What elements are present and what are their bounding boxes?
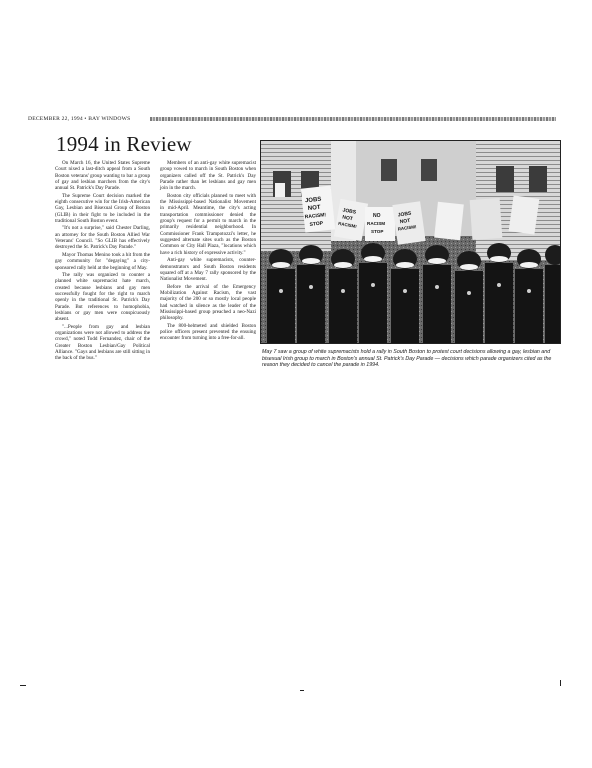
svg-text:RACISM!: RACISM! [337, 220, 358, 230]
photo-caption: May 7 saw a group of white supremacists hold a rally in South Boston to protest court decisions allowing a gay, lesbian and bisexual Irish group to march in Boston's annual St. Patrick's Day Parade — decisions which parade organizers cited as the reason they decided to cancel the parade in 1994. [262, 349, 552, 369]
paragraph: "It's not a surprise," said Chester Darling, an attorney for the South Boston Allied War Veterans' Council. "So GLIB has effectively destroyed the St. Patrick's Day Parade." [55, 225, 150, 251]
paragraph: The 800-helmeted and shielded Boston police officers present prevented the ensuing encounter from turning into a free-for-all. [160, 322, 256, 342]
protest-sign [365, 207, 395, 241]
article-column-1 [55, 160, 150, 363]
svg-text:JOBS: JOBS [397, 210, 412, 219]
svg-text:NOT: NOT [341, 214, 354, 223]
svg-text:RACISM!: RACISM! [397, 224, 417, 232]
svg-text:RACISM: RACISM [367, 221, 386, 226]
paragraph: The rally was organized to counter a planned white supremacist hate march, created because lesbians and gay men successfully fought for the right to march openly in the traditional St. Patrick's Day Parade. But references to homophobia, lesbians or gay men were conspicuously absent. [55, 271, 150, 323]
paragraph: Boston city officials planned to meet with the Mississippi-based Nationalist Movement in mid-April. Meantime, the city's acting transportation commissioner denied the group's request for a permit to march in the primarily residential neighborhood. In Commissioner Frank Trampotozzi's letter, he suggested alternate sites such as the Boston Common or City Hall Plaza, "locations which have a rich history of expressive activity." [160, 192, 256, 256]
svg-text:STOP: STOP [371, 229, 384, 234]
paragraph: On March 16, the United States Supreme Court nixed a last-ditch appeal from a South Boston veterans' group wanting to bar a group of gay and lesbian marchers from the city's annual St. Patrick's Day Parade. [55, 160, 150, 192]
svg-text:JOBS: JOBS [342, 207, 357, 216]
scan-mark [20, 685, 26, 686]
paragraph: Mayor Thomas Menino took a hit from the gay community for "degaying" a city-sponsored rally held at the beginning of May. [55, 251, 150, 271]
paragraph: The Supreme Court decision marked the eighth consecutive win for the Irish-American Gay, Lesbian and Bisexual Group of Boston (GLIB) in their fight to be included in the traditional South Boston event. [55, 192, 150, 225]
paragraph: "...People from gay and lesbian organizations were not allowed to address the crowd," noted Todd Fernandez, chair of the Greater Boston Lesbian/Gay Political Alliance. "Gays and lesbians are still sitting in the back of the bus." [55, 323, 150, 362]
rally-photo [260, 140, 561, 344]
page-header: DECEMBER 22, 1994 • BAY WINDOWS [28, 116, 131, 122]
article-title: 1994 in Review [56, 132, 192, 156]
scan-mark [300, 690, 304, 691]
protest-sign [392, 201, 425, 245]
rally-photo-image [261, 141, 561, 344]
svg-text:STOP: STOP [309, 220, 324, 228]
svg-text:JOBS: JOBS [304, 196, 322, 205]
paragraph: Members of an anti-gay white supremacist group vowed to march in South Boston when organizers called off the St. Patrick's Day Parade rather than let lesbians and gay men join in the march. [160, 160, 256, 192]
header-rule [150, 117, 556, 121]
paragraph: Before the arrival of the Emergency Mobilization Against Racism, the vast majority of the 200 or so mostly local people had watched in silence as the leader of the Mississippi-based group preached a neo-Nazi philosophy. [160, 283, 256, 322]
svg-text:NOT: NOT [307, 204, 321, 213]
svg-text:NOT: NOT [399, 217, 411, 226]
scan-mark [560, 680, 561, 686]
protest-sign [301, 186, 335, 233]
article-column-2 [160, 160, 256, 343]
svg-text:RACISM!: RACISM! [304, 212, 327, 221]
paragraph: Anti-gay white supremacists, counter-demonstrators and South Boston residents squared off at a May 7 rally sponsored by the Nationalist Movement. [160, 257, 256, 283]
svg-text:NO: NO [373, 213, 381, 219]
